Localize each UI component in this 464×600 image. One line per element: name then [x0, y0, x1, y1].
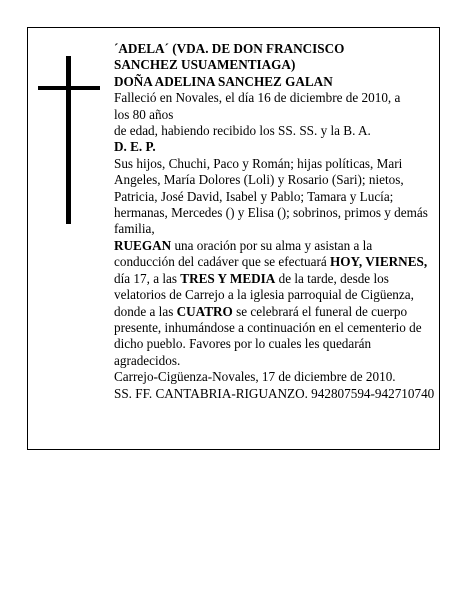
request-ruegan: RUEGAN: [114, 237, 172, 253]
place-date: Carrejo-Cigüenza-Novales, 17 de diciembre de 2010.: [114, 369, 396, 385]
death-details-line-3: de edad, habiendo recibido los SS. SS. y la B. A.: [114, 123, 371, 139]
cross-horizontal-bar: [38, 86, 100, 90]
nickname-heading-line-1: ´ADELA´ (VDA. DE DON FRANCISCO: [114, 41, 345, 56]
request-today: HOY, VIERNES,: [330, 254, 428, 270]
death-details-line-1: Falleció en Novales, el día 16 de diciembre de 2010, a: [114, 90, 401, 106]
funeral-home: SS. FF. CANTABRIA-RIGUANZO. 942807594-942710740: [114, 385, 435, 401]
request-time-2: CUATRO: [176, 303, 233, 319]
rest-in-peace: D. E. P.: [114, 139, 156, 155]
funeral-request: [114, 238, 435, 369]
family-list: Sus hijos, Chuchi, Paco y Román; hijas políticas, Mari Angeles, María Dolores (Loli) y Rosario (Sari); nietos, Patricia, José David, Isabel y Pablo; Tamara y Lucía; hermanas, Mercedes () y Elisa (); sobrinos, primos y demás familia,: [114, 155, 428, 237]
cross-vertical-bar: [66, 56, 71, 224]
obituary-notice: [27, 27, 440, 450]
request-text-4: se celebrará el funeral de cuerpo presente, inhumándose a continuación en el cementerio de dicho pueblo. Favores por lo cuales les quedarán agradecidos.: [114, 303, 422, 368]
deceased-name: DOÑA ADELINA SANCHEZ GALAN: [114, 73, 333, 89]
request-text-1: una oración por su alma y asistan a la conducción del cadáver que se efectuará: [114, 237, 373, 270]
death-details: [114, 90, 435, 139]
death-details-line-2: los 80 años: [114, 106, 174, 122]
request-time-1: TRES Y MEDIA: [180, 270, 276, 286]
nickname-heading: [114, 41, 435, 74]
request-text-3: de la tarde, desde los velatorios de Carrejo a la iglesia parroquial de Cigüenza, donde a las: [114, 270, 414, 319]
notice-text: [114, 41, 435, 402]
request-text-2: día 17, a las: [114, 270, 181, 286]
nickname-heading-line-2: SANCHEZ USUAMENTIAGA): [114, 57, 296, 73]
